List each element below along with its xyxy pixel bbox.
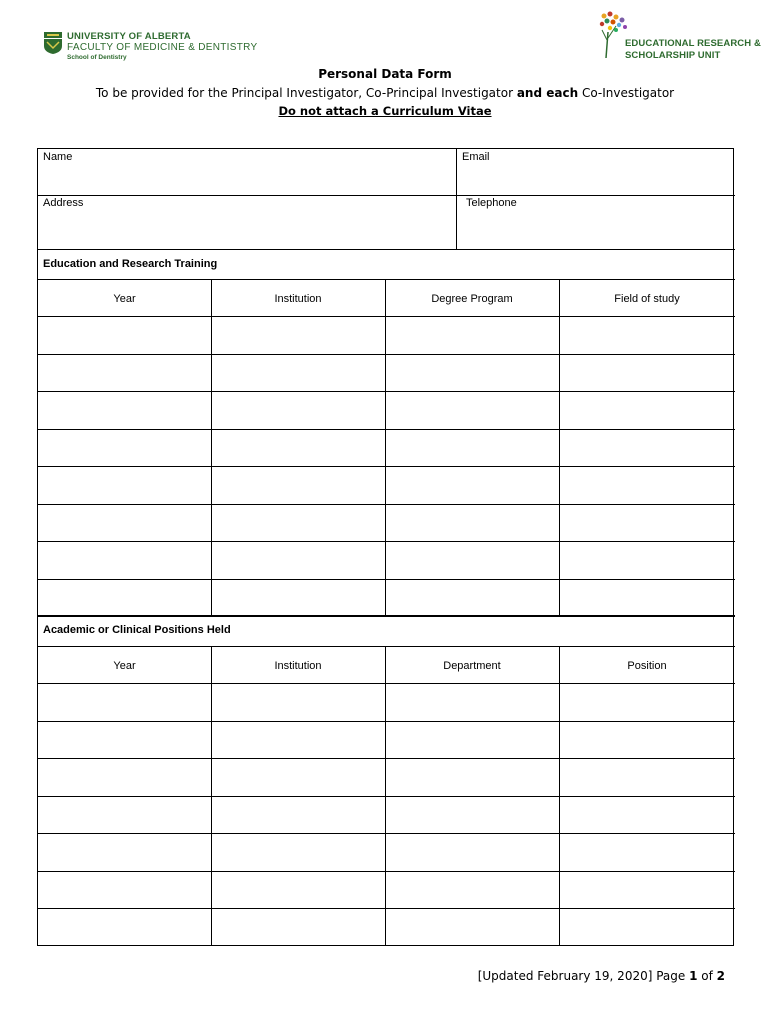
university-of-alberta-logo <box>43 31 258 65</box>
positions-table-cell[interactable] <box>386 759 559 796</box>
positions-section-label: Academic or Clinical Positions Held <box>43 624 231 636</box>
footer-page: 1 <box>689 969 698 983</box>
page-title: Personal Data Form <box>318 67 452 81</box>
education-section-label: Education and Research Training <box>43 258 218 270</box>
email-field[interactable] <box>457 149 734 195</box>
positions-column-header: Department <box>443 660 501 672</box>
education-table-cell[interactable] <box>560 580 735 617</box>
education-table-cell[interactable] <box>39 392 211 429</box>
education-table-cell[interactable] <box>386 392 559 429</box>
education-column-header: Field of study <box>614 293 680 305</box>
name-label: Name <box>43 151 73 163</box>
positions-table-cell[interactable] <box>212 759 385 796</box>
positions-table-cell[interactable] <box>212 797 385 834</box>
positions-table-cell[interactable] <box>386 797 559 834</box>
positions-table-cell[interactable] <box>212 834 385 871</box>
address-label: Address <box>43 197 84 209</box>
education-table-cell[interactable] <box>560 467 735 504</box>
education-table-cell[interactable] <box>39 355 211 392</box>
positions-column-header: Position <box>627 660 667 672</box>
logo-line-educational-research: EDUCATIONAL RESEARCH & <box>625 38 761 49</box>
education-table-cell[interactable] <box>386 580 559 617</box>
education-table-cell[interactable] <box>386 467 559 504</box>
education-table-cell[interactable] <box>212 392 385 429</box>
positions-table-cell[interactable] <box>39 909 211 946</box>
positions-table-cell[interactable] <box>212 684 385 721</box>
logo-line-school: School of Dentistry <box>67 54 127 61</box>
education-table-cell[interactable] <box>560 392 735 429</box>
subtitle-part1: To be provided for the Principal Investigator, Co-Principal Investigator <box>95 86 517 100</box>
divider <box>38 279 735 280</box>
positions-table-cell[interactable] <box>39 684 211 721</box>
education-table-cell[interactable] <box>386 430 559 467</box>
education-table-cell[interactable] <box>560 430 735 467</box>
education-table-cell[interactable] <box>386 505 559 542</box>
positions-table-cell[interactable] <box>560 759 735 796</box>
footer-of: of <box>697 969 717 983</box>
education-table-cell[interactable] <box>386 355 559 392</box>
subtitle-part2: Co-Investigator <box>578 86 675 100</box>
positions-table-cell[interactable] <box>560 872 735 909</box>
personal-data-form <box>37 148 734 946</box>
footer-total: 2 <box>716 969 725 983</box>
education-table-cell[interactable] <box>39 505 211 542</box>
divider <box>38 646 735 647</box>
telephone-field[interactable] <box>457 196 734 249</box>
logo-line-scholarship-unit: SCHOLARSHIP UNIT <box>625 50 721 61</box>
page-footer <box>478 969 725 983</box>
education-table-cell[interactable] <box>560 355 735 392</box>
positions-table-cell[interactable] <box>212 872 385 909</box>
positions-table-cell[interactable] <box>560 834 735 871</box>
education-table-cell[interactable] <box>212 355 385 392</box>
education-table-cell[interactable] <box>212 542 385 579</box>
education-table-cell[interactable] <box>212 430 385 467</box>
education-table-cell[interactable] <box>560 542 735 579</box>
positions-column-header: Year <box>113 660 136 672</box>
positions-table-cell[interactable] <box>212 909 385 946</box>
education-table-cell[interactable] <box>386 542 559 579</box>
educational-research-unit-logo <box>598 10 761 62</box>
positions-table-cell[interactable] <box>560 722 735 759</box>
education-table-cell[interactable] <box>560 317 735 354</box>
positions-table-cell[interactable] <box>560 909 735 946</box>
positions-table-cell[interactable] <box>386 872 559 909</box>
education-table-cell[interactable] <box>212 580 385 617</box>
positions-column-header: Institution <box>274 660 322 672</box>
positions-table-cell[interactable] <box>39 797 211 834</box>
footer-updated: [Updated February 19, 2020] Page <box>477 969 690 983</box>
education-table-cell[interactable] <box>39 542 211 579</box>
education-table-cell[interactable] <box>39 467 211 504</box>
subtitle-bold: and each <box>516 86 579 100</box>
positions-table-cell[interactable] <box>386 722 559 759</box>
divider <box>38 616 735 617</box>
education-table-cell[interactable] <box>39 317 211 354</box>
education-table-cell[interactable] <box>212 505 385 542</box>
positions-table-cell[interactable] <box>39 759 211 796</box>
address-field[interactable] <box>38 196 456 249</box>
positions-table-cell[interactable] <box>560 684 735 721</box>
email-label: Email <box>462 151 490 163</box>
positions-table-cell[interactable] <box>386 909 559 946</box>
name-field[interactable] <box>38 149 456 195</box>
positions-table-cell[interactable] <box>39 872 211 909</box>
education-table-cell[interactable] <box>560 505 735 542</box>
education-column-header: Institution <box>274 293 322 305</box>
form-note: Do not attach a Curriculum Vitae <box>278 104 492 118</box>
positions-table-cell[interactable] <box>212 722 385 759</box>
telephone-label: Telephone <box>466 197 517 209</box>
education-column-header: Degree Program <box>431 293 513 305</box>
logo-line-faculty: FACULTY OF MEDICINE & DENTISTRY <box>67 42 258 53</box>
university-crest-icon <box>43 31 63 55</box>
logo-line-university: UNIVERSITY OF ALBERTA <box>67 31 191 42</box>
education-table-cell[interactable] <box>212 467 385 504</box>
education-table-cell[interactable] <box>39 580 211 617</box>
positions-table-cell[interactable] <box>386 834 559 871</box>
education-table-cell[interactable] <box>212 317 385 354</box>
positions-table-cell[interactable] <box>39 722 211 759</box>
page-subtitle <box>0 86 770 100</box>
positions-table-cell[interactable] <box>386 684 559 721</box>
divider <box>38 249 735 250</box>
education-table-cell[interactable] <box>386 317 559 354</box>
education-table-cell[interactable] <box>39 430 211 467</box>
positions-table-cell[interactable] <box>560 797 735 834</box>
positions-table-cell[interactable] <box>39 834 211 871</box>
education-column-header: Year <box>113 293 136 305</box>
